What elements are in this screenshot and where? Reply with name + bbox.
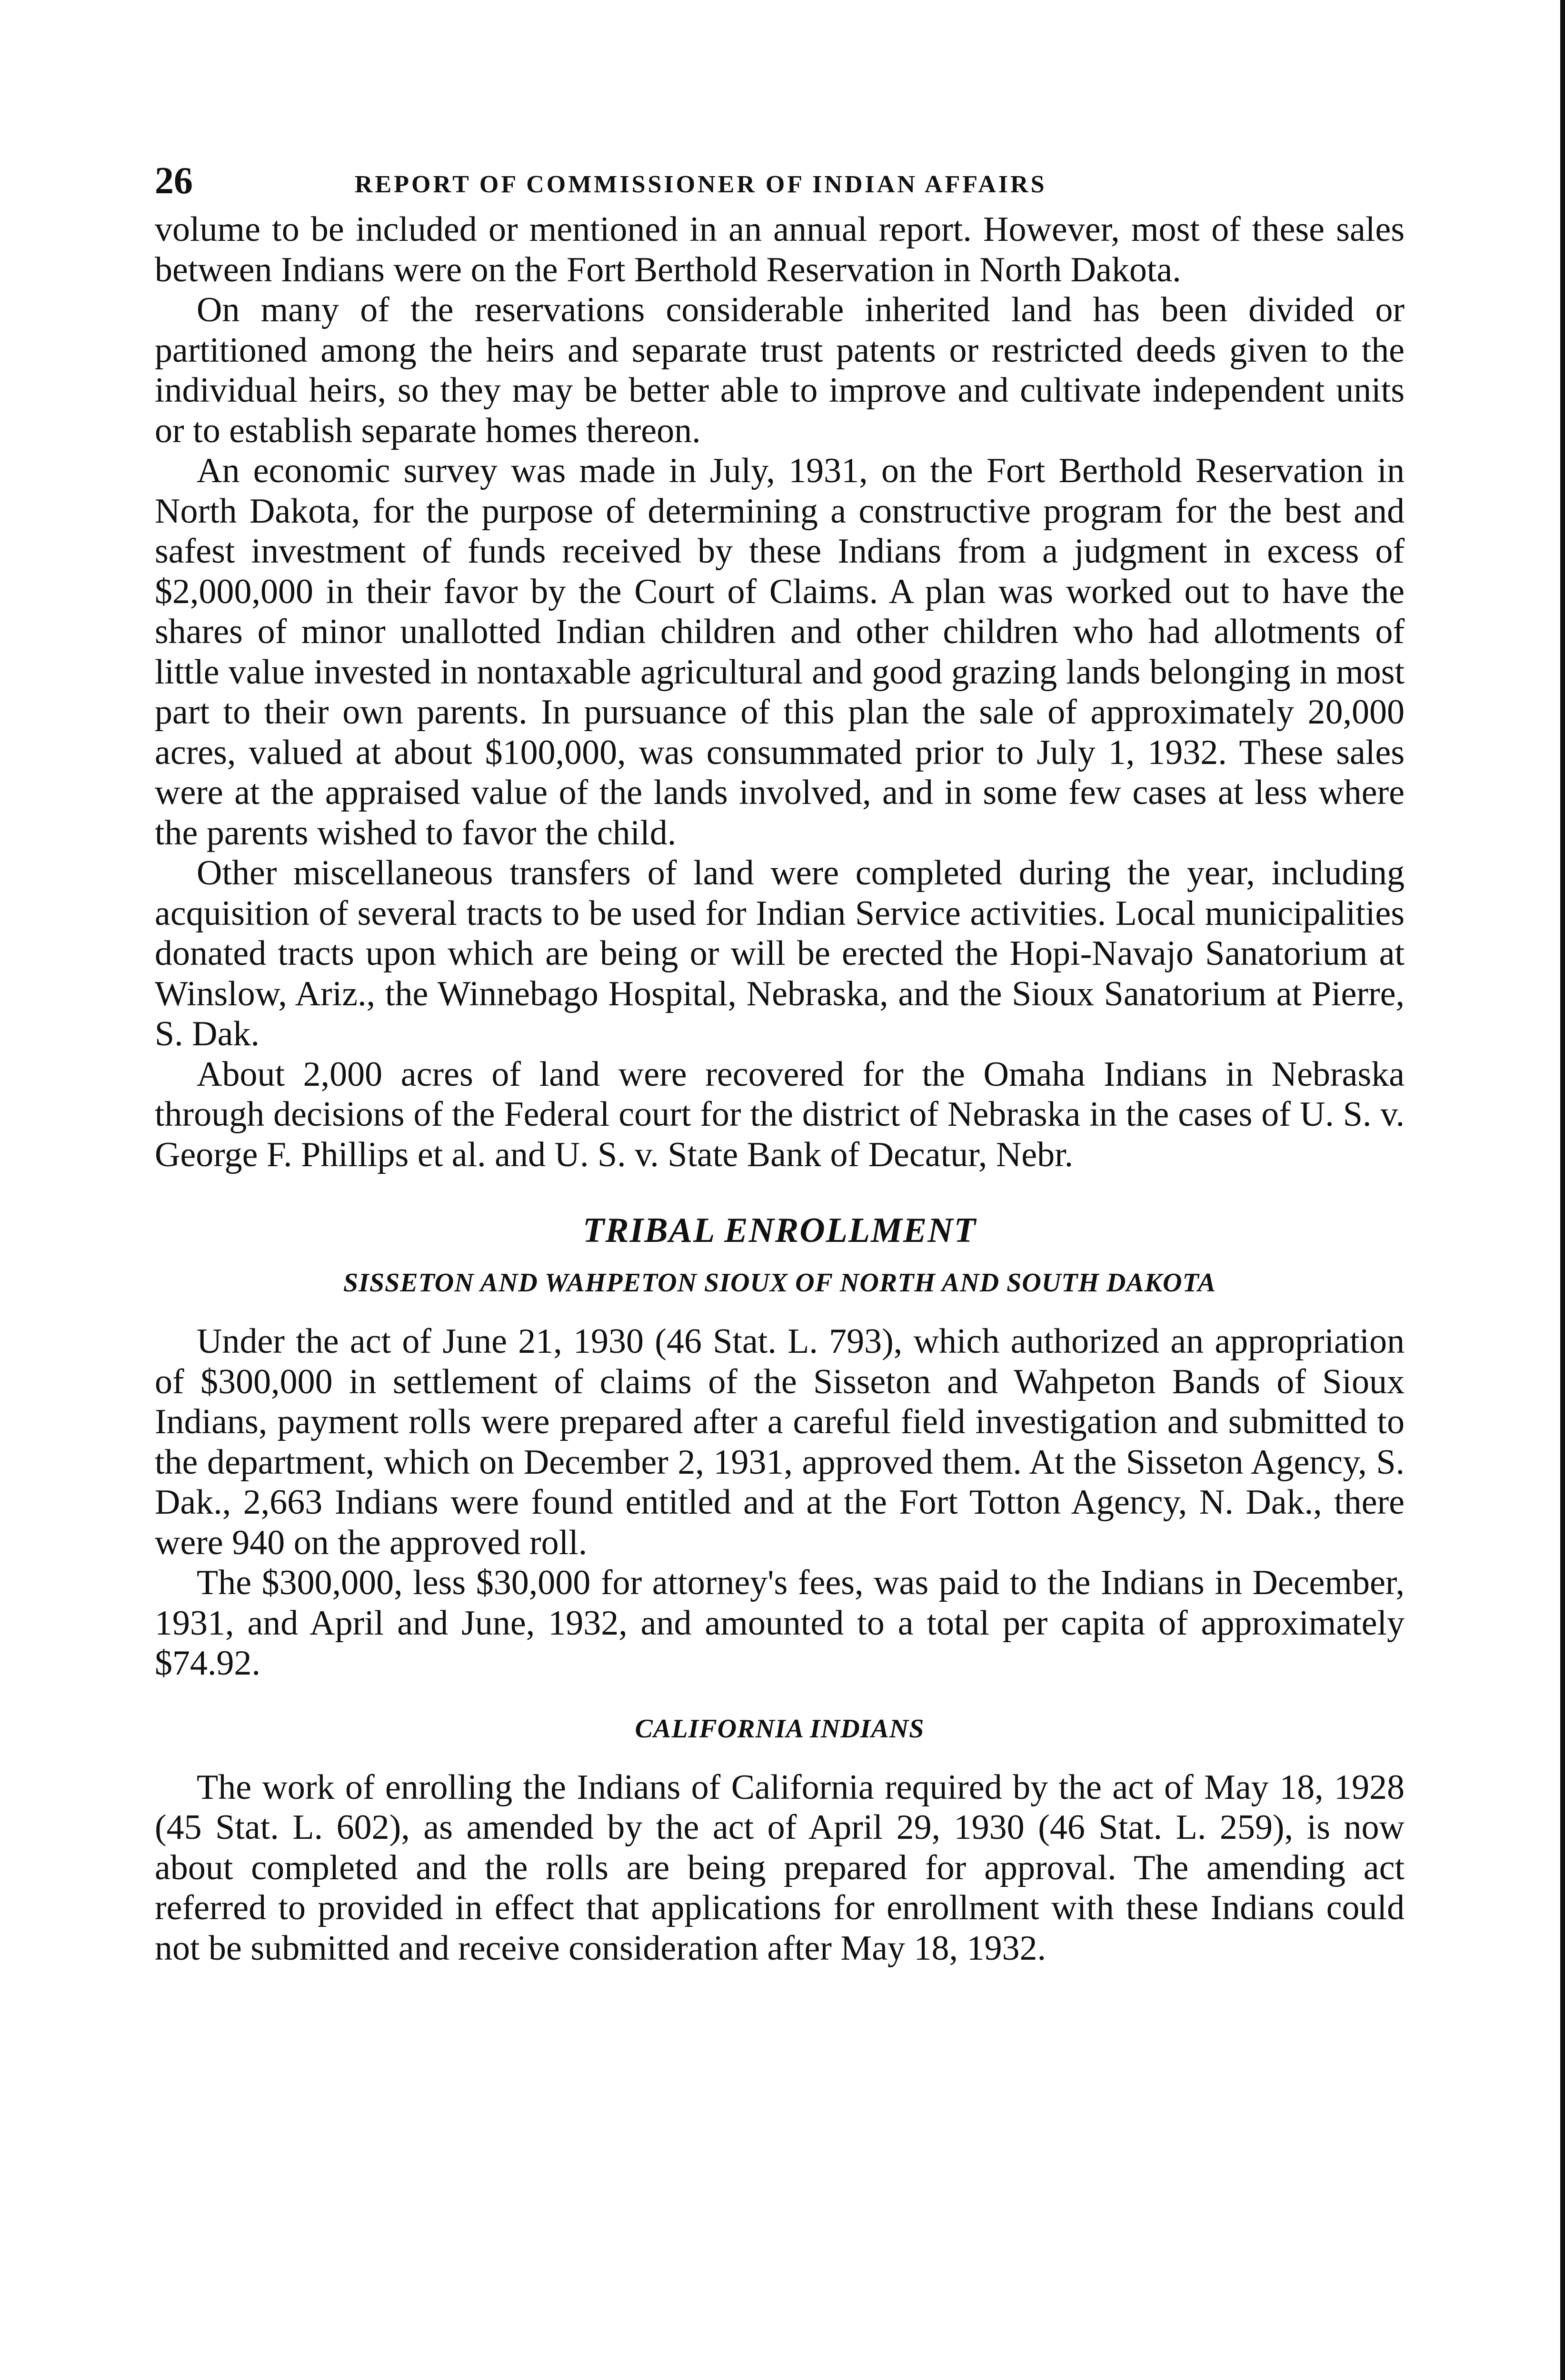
running-head: REPORT OF COMMISSIONER OF INDIAN AFFAIRS [355, 171, 1047, 198]
paragraph: Under the act of June 21, 1930 (46 Stat. L. 793), which authorized an appropriation of $300,000 in settlement of claims of the Sisseton and Wahpeton Bands of Sioux Indians, payment rolls were prepared after a careful field investigation and submitted to the department, which on December 2, 1931, approved them. At the Sisseton Agency, S. Dak., 2,663 Indians were found entitled and at the Fort Totton Agency, N. Dak., there were 940 on the approved roll. [155, 1322, 1405, 1562]
paragraph: volume to be included or mentioned in an annual report. However, most of these sales between Indians were on the Fort Berthold Reservation in North Dakota. [155, 210, 1405, 289]
subsection-heading: CALIFORNIA INDIANS [635, 1714, 925, 1744]
subsection-body [155, 1321, 1405, 1684]
section-heading: TRIBAL ENROLLMENT [583, 1211, 977, 1250]
paragraph: About 2,000 acres of land were recovered for the Omaha Indians in Nebraska through decisions of the Federal court for the district of Nebraska in the cases of U. S. v. George F. Phillips et al. and U. S. v. State Bank of Decatur, Nebr. [155, 1054, 1405, 1174]
paragraph: An economic survey was made in July, 1931, on the Fort Berthold Reservation in North Dakota, for the purpose of determining a constructive program for the best and safest investment of funds received by these Indians from a judgment in excess of $2,000,000 in their favor by the Court of Claims. A plan was worked out to have the shares of minor unallotted Indian children and other children who had allotments of little value invested in nontaxable agricultural and good grazing lands belonging in most part to their own parents. In pursuance of this plan the sale of approximately 20,000 acres, valued at about $100,000, was consummated prior to July 1, 1932. These sales were at the appraised value of the lands involved, and in some few cases at less where the parents wished to favor the child. [155, 451, 1405, 853]
page-header [155, 157, 1405, 209]
paragraph: The $300,000, less $30,000 for attorney's fees, was paid to the Indians in December, 1931, and April and June, 1932, and amounted to a total per capita of approximately $74.92. [155, 1563, 1405, 1683]
subsection-body [155, 1767, 1405, 1969]
paragraph: On many of the reservations considerable inherited land has been divided or partitioned among the heirs and separate trust patents or restricted deeds given to the individual heirs, so they may be better able to improve and cultivate independent units or to establish separate homes thereon. [155, 290, 1405, 450]
paragraph: Other miscellaneous transfers of land were completed during the year, including acquisition of several tracts to be used for Indian Service activities. Local municipalities donated tracts upon which are being or will be erected the Hopi-Navajo Sanatorium at Winslow, Ariz., the Winnebago Hospital, Nebraska, and the Sioux Sanatorium at Pierre, S. Dak. [155, 853, 1405, 1053]
subsection-heading: SISSETON AND WAHPETON SIOUX OF NORTH AND SOUTH DAKOTA [343, 1268, 1216, 1298]
page-number: 26 [155, 160, 193, 202]
document-page [155, 157, 1405, 1968]
intro-body [155, 209, 1405, 1175]
page-edge-right [1560, 0, 1565, 2380]
paragraph: The work of enrolling the Indians of California required by the act of May 18, 1928 (45 Stat. L. 602), as amended by the act of April 29, 1930 (46 Stat. L. 259), is now about completed and the rolls are being prepared for approval. The amending act referred to provided in effect that applications for enrollment with these Indians could not be submitted and receive consideration after May 18, 1932. [155, 1767, 1405, 1968]
